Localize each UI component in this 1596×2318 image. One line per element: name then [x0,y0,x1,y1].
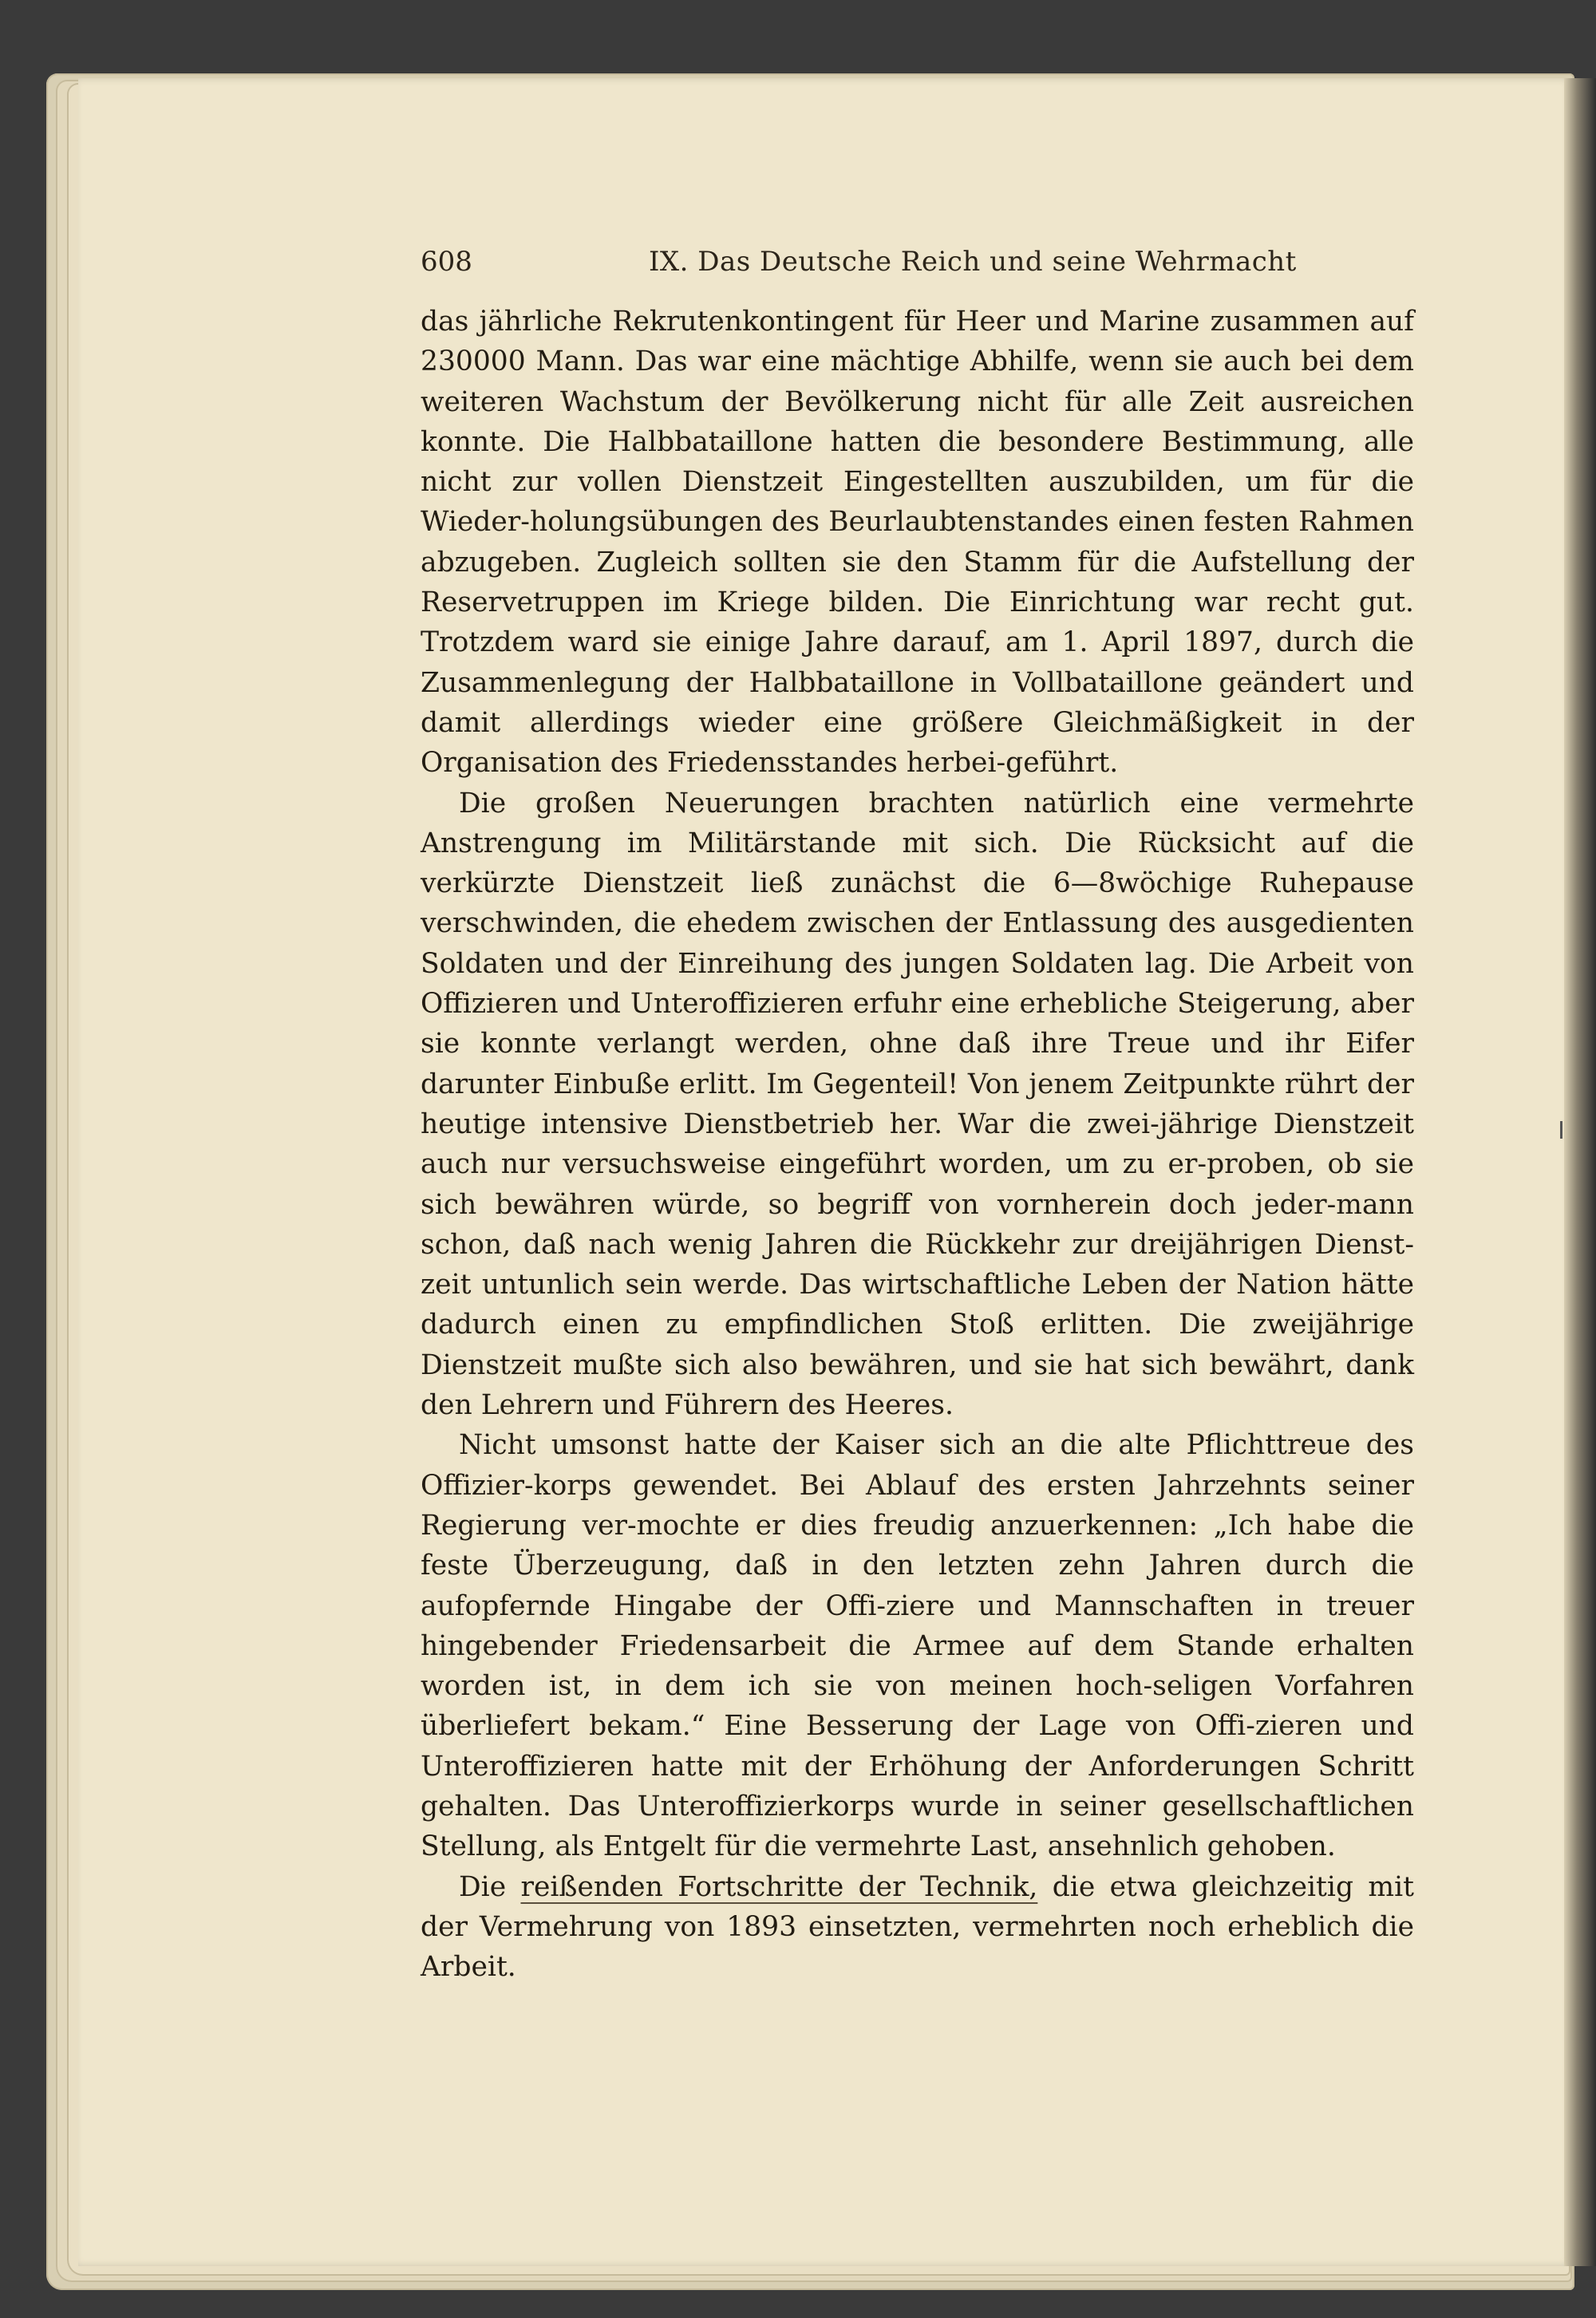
underlined-phrase: reißenden Fortschritte der Technik, [520,1870,1038,1903]
paragraph-4-rest: die etwa gleichzeitig mit der Vermehrung von 1893 einsetzten, vermehrten noch erheblich die Arbeit. [421,1870,1414,1984]
paragraph-2: Die großen Neuerungen brachten natürlich eine vermehrte Anstrengung im Militärstande mit sich. Die Rücksicht auf die verkürzte Dienstzeit ließ zunächst die 6—8wöchige Ruhepause verschwinden, die ehedem zwischen der Entlassung des ausgedienten Soldaten und der Einreihung des jungen Soldaten lag. Die Arbeit von Offizieren und Unteroffizieren erfuhr eine erhebliche Steigerung, aber sie konnte verlangt werden, ohne daß ihre Treue und ihr Eifer darunter Einbuße erlitt. Im Gegenteil! Von jenem Zeitpunkte rührt der heutige intensive Dienstbetrieb her. War die zwei-jährige Dienstzeit auch nur versuchsweise eingeführt worden, um zu er-proben, ob sie sich bewähren würde, so begriff von vornherein doch jeder-mann schon, daß nach wenig Jahren die Rückkehr zur dreijährigen Dienst-zeit untunlich sein werde. Das wirtschaftliche Leben der Nation hätte dadurch einen zu empfindlichen Stoß erlitten. Die zweijährige Dienstzeit mußte sich also bewähren, und sie hat sich bewährt, dank den Lehrern und Führern des Heeres. [421,787,1414,1422]
margin-pencil-mark [1560,1121,1562,1139]
paragraph-1: das jährliche Rekrutenkontingent für Heer und Marine zusammen auf 230000 Mann. Das war eine mächtige Abhilfe, wenn sie auch bei dem weiteren Wachstum der Bevölkerung nicht für alle Zeit ausreichen konnte. Die Halbbataillone hatten die besondere Bestimmung, alle nicht zur vollen Dienstzeit Eingestellten auszubilden, um für die Wieder-holungsübungen des Beurlaubtenstandes einen festen Rahmen abzugeben. Zugleich sollten sie den Stamm für die Aufstellung der Reservetruppen im Kriege bilden. Die Einrichtung war recht gut. Trotzdem ward sie einige Jahre darauf, am 1. April 1897, durch die Zusammenlegung der Halbbataillone in Vollbataillone geändert und damit allerdings wieder eine größere Gleichmäßigkeit in der Organisation des Friedensstandes herbei-geführt. [421,306,1414,780]
paragraph-3: Nicht umsonst hatte der Kaiser sich an die alte Pflichttreue des Offizier-korps gewendet. Bei Ablauf des ersten Jahrzehnts seiner Regierung ver-mochte er dies freudig anzuerkennen: „Ich habe die feste Überzeugung, daß in den letzten zehn Jahren durch die aufopfernde Hingabe der Offi-ziere und Mannschaften in treuer hingebender Friedensarbeit die Armee auf dem Stande erhalten worden ist, in dem ich sie von meinen hoch-seligen Vorfahren überliefert bekam.“ Eine Besserung der Lage von Offi-zieren und Unteroffizieren hatte mit der Erhöhung der Anforderungen Schritt gehalten. Das Unteroffizierkorps wurde in seiner gesellschaftlichen Stellung, als Entgelt für die vermehrte Last, ansehnlich gehoben. [421,1429,1414,1863]
book-gutter-shadow [1564,78,1596,2266]
page-header [421,246,1414,286]
body-text [421,302,1414,1987]
page-number: 608 [421,246,472,278]
paragraph-4-lead: Die [459,1870,521,1903]
running-head: IX. Das Deutsche Reich und seine Wehrmacht [649,246,1297,278]
paragraph-4 [421,1867,1414,1988]
